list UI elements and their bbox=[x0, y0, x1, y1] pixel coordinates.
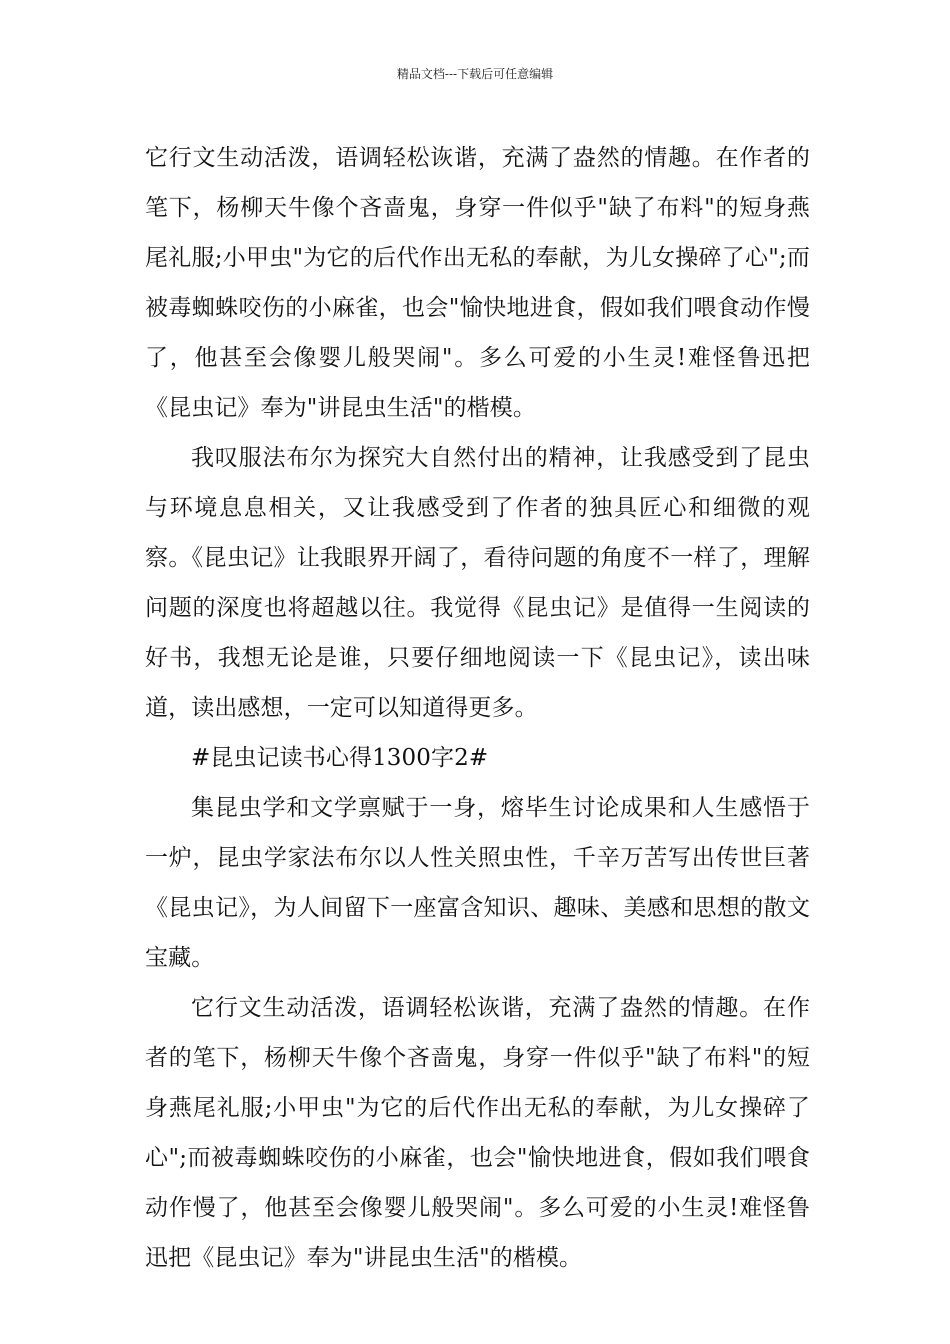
page-header: 精品文档---下载后可任意编辑 bbox=[396, 67, 554, 81]
paragraph-3: 集昆虫学和文学禀赋于一身，熔毕生讨论成果和人生感悟于一炉，昆虫学家法布尔以人性关照虫性，千辛万苦写出传世巨著《昆虫记》，为人间留下一座富含知识、趣味、美感和思想的散文宝藏。 bbox=[145, 795, 810, 971]
paragraph-4: 它行文生动活泼，语调轻松诙谐，充满了盎然的情趣。在作者的笔下，杨柳天牛像个吝啬鬼，身穿一件似乎"缺了布料"的短身燕尾礼服;小甲虫"为它的后代作出无私的奉献，为儿女操碎了心";而被毒蜘蛛咬伤的小麻雀，也会"愉快地进食，假如我们喂食动作慢了，他甚至会像婴儿般哭闹"。多么可爱的小生灵!难怪鲁迅把《昆虫记》奉为"讲昆虫生活"的楷模。 bbox=[145, 995, 810, 1271]
section-heading: #昆虫记读书心得1300字2# bbox=[191, 745, 489, 771]
paragraph-1: 它行文生动活泼，语调轻松诙谐，充满了盎然的情趣。在作者的笔下，杨柳天牛像个吝啬鬼，身穿一件似乎"缺了布料"的短身燕尾礼服;小甲虫"为它的后代作出无私的奉献，为儿女操碎了心";而被毒蜘蛛咬伤的小麻雀，也会"愉快地进食，假如我们喂食动作慢了，他甚至会像婴儿般哭闹"。多么可爱的小生灵!难怪鲁迅把《昆虫记》奉为"讲昆虫生活"的楷模。 bbox=[145, 145, 810, 421]
paragraph-2: 我叹服法布尔为探究大自然付出的精神，让我感受到了昆虫与环境息息相关，又让我感受到了作者的独具匠心和细微的观察。《昆虫记》让我眼界开阔了，看待问题的角度不一样了，理解问题的深度也将超越以往。我觉得《昆虫记》是值得一生阅读的好书，我想无论是谁，只要仔细地阅读一下《昆虫记》，读出味道，读出感想，一定可以知道得更多。 bbox=[145, 445, 810, 721]
document-body bbox=[145, 133, 810, 1283]
